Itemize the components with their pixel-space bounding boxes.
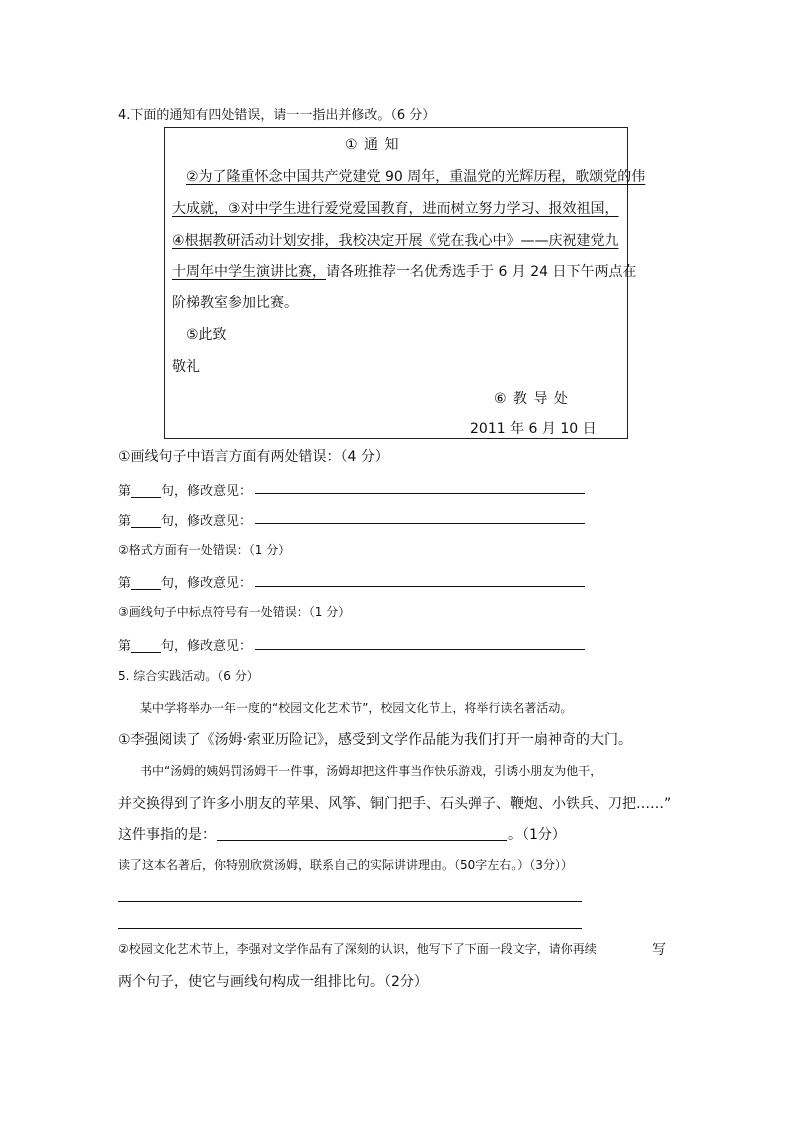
answer-mid: 句，修改意见：: [161, 639, 253, 654]
q5-paragraph-1: ①李强阅读了《汤姆·索亚历险记》，感受到文学作品能为我们打开一扇神奇的大门。: [118, 732, 632, 748]
q4-title: 4.下面的通知有四处错误，请一一指出并修改。（6 分）: [118, 108, 436, 123]
answer-row-3: [118, 572, 252, 591]
notice-line-4: [172, 261, 637, 281]
notice-heading: ① 通 知: [345, 137, 400, 153]
answer-row-4: [118, 635, 252, 654]
q5-event-points: 。（1分）: [508, 827, 566, 843]
q5-event-prompt: 这件事指的是：: [118, 827, 216, 843]
q4-sub-3: ③画线句子中标点符号有一处错误：（1 分）: [118, 605, 351, 619]
notice-line-2: 大成就，③对中学生进行爱党爱国教育，进而树立努力学习、报效祖国，: [172, 201, 619, 217]
notice-line-5: 阶梯教室参加比赛。: [172, 295, 298, 311]
q4-sub-2: ②格式方面有一处错误：（1 分）: [118, 543, 291, 557]
reason-answer-line-1[interactable]: [118, 901, 582, 902]
notice-closing-1: ⑤此致: [186, 327, 227, 343]
q5-paragraph-3: 并交换得到了许多小朋友的苹果、风筝、铜门把手、石头弹子、鞭炮、小铁兵、刀把……”: [118, 796, 672, 812]
notice-line-3: ④根据教研活动计划安排，我校决定开展《党在我心中》——庆祝建党九: [172, 233, 619, 249]
q4-sub-1: ①画线句子中语言方面有两处错误：（4 分）: [118, 449, 389, 465]
reason-answer-line-2[interactable]: [118, 928, 582, 929]
answer-line-3[interactable]: [255, 586, 585, 587]
answer-line-2[interactable]: [255, 523, 585, 524]
answer-row-1: [118, 480, 252, 499]
q5-intro: 某中学将举办一年一度的“校园文化艺术节”，校园文化节上，将举行读名著活动。: [140, 701, 573, 715]
answer-prefix: 第: [118, 484, 132, 499]
answer-mid: 句，修改意见：: [161, 576, 253, 591]
q5-title: 5. 综合实践活动。（6 分）: [118, 669, 259, 683]
notice-line-1: ②为了隆重怀念中国共产党建党 90 周年，重温党的光辉历程，歌颂党的伟: [186, 169, 646, 185]
event-answer-line[interactable]: [217, 840, 507, 841]
q5-paragraph-5: 读了这本名著后，你特别欣赏汤姆，联系自己的实际讲讲理由。（50字左右。）（3分））: [118, 858, 573, 872]
notice-signer: ⑥ 教 导 处: [494, 391, 569, 407]
q5-paragraph-2: 书中“汤姆的姨妈罚汤姆干一件事，汤姆却把这件事当作快乐游戏，引诱小朋友为他干，: [140, 764, 603, 778]
answer-prefix: 第: [118, 514, 132, 529]
answer-line-1[interactable]: [255, 493, 585, 494]
q5-paragraph-7: 两个句子，使它与画线句构成一组排比句。（2分）: [118, 974, 428, 990]
answer-mid: 句，修改意见：: [161, 514, 253, 529]
sentence-number-blank-1[interactable]: [131, 483, 161, 498]
notice-date: 2011 年 6 月 10 日: [470, 421, 597, 437]
answer-mid: 句，修改意见：: [161, 484, 253, 499]
q5-paragraph-6: ②校园文化艺术节上，李强对文学作品有了深刻的认识，他写下了下面一段文字，请你再续: [118, 942, 597, 956]
notice-line-4-rest: 请各班推荐一名优秀选手于 6 月 24 日下午两点在: [326, 264, 637, 280]
q5-paragraph-6-end: 写: [652, 942, 666, 958]
notice-line-4-underlined: 十周年中学生演讲比赛，: [172, 264, 326, 280]
answer-prefix: 第: [118, 576, 132, 591]
sentence-number-blank-2[interactable]: [131, 513, 161, 528]
notice-closing-2: 敬礼: [172, 359, 200, 375]
answer-prefix: 第: [118, 639, 132, 654]
answer-line-4[interactable]: [255, 649, 585, 650]
answer-row-2: [118, 510, 252, 529]
sentence-number-blank-3[interactable]: [131, 575, 161, 590]
sentence-number-blank-4[interactable]: [131, 638, 161, 653]
